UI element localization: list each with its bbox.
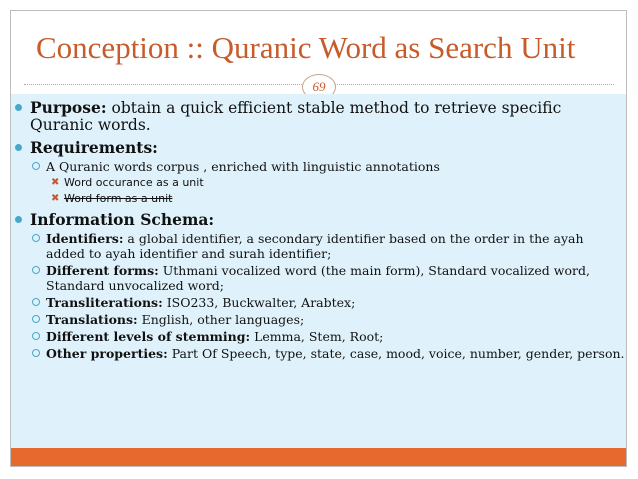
- list-item-requirements: [11, 139, 626, 157]
- schema-item-label: Identifiers:: [46, 231, 124, 246]
- schema-item: [11, 231, 626, 261]
- hollow-circle-icon: [32, 234, 40, 242]
- schema-item-label: Translations:: [46, 312, 138, 327]
- schema-item: [11, 312, 626, 327]
- hollow-circle-icon: [32, 266, 40, 274]
- hollow-circle-icon: [32, 349, 40, 357]
- filled-circle-icon: [15, 216, 22, 223]
- hollow-circle-icon: [32, 298, 40, 306]
- corpus-text: A Quranic words corpus , enriched with linguistic annotations: [46, 159, 440, 174]
- content-panel: [11, 94, 626, 448]
- purpose-label: Purpose:: [30, 98, 107, 117]
- schema-item: [11, 346, 626, 361]
- hollow-circle-icon: [32, 332, 40, 340]
- schema-item-label: Transliterations:: [46, 295, 163, 310]
- hollow-circle-icon: [32, 315, 40, 323]
- list-item-corpus: [11, 159, 626, 174]
- schema-item-text: Lemma, Stem, Root;: [250, 329, 384, 344]
- schema-item-text: Part Of Speech, type, state, case, mood, voice, number, gender, person.: [167, 346, 625, 361]
- bullet-list: [11, 99, 626, 361]
- filled-circle-icon: [15, 144, 22, 151]
- schema-item-text: English, other languages;: [137, 312, 305, 327]
- word-form-text: Word form as a unit: [64, 192, 173, 205]
- schema-item: [11, 295, 626, 310]
- word-occurance-text: Word occurance as a unit: [64, 176, 204, 189]
- schema-item: [11, 263, 626, 293]
- requirements-label: Requirements:: [30, 138, 158, 157]
- filled-circle-icon: [15, 104, 22, 111]
- schema-item-text: ISO233, Buckwalter, Arabtex;: [162, 295, 356, 310]
- schema-item-text: Uthmani vocalized word (the main form), Standard vocalized word, Standard unvocalized word;: [46, 263, 590, 293]
- list-item-word-form: [11, 192, 626, 206]
- schema-label: Information Schema:: [30, 210, 215, 229]
- list-item-purpose: [11, 99, 626, 134]
- schema-item-label: Other properties:: [46, 346, 168, 361]
- list-item-word-occurance: [11, 176, 626, 190]
- schema-item-label: Different forms:: [46, 263, 159, 278]
- schema-item-text: a global identifier, a secondary identifier based on the order in the ayah added to ayah identifier and surah identifier;: [46, 231, 584, 261]
- slide-title: Conception :: Quranic Word as Search Unit: [36, 30, 576, 65]
- page-number-badge: 69: [302, 74, 336, 100]
- schema-item-label: Different levels of stemming:: [46, 329, 251, 344]
- hollow-circle-icon: [32, 162, 40, 170]
- cross-icon: ✖: [51, 177, 60, 188]
- purpose-text: obtain a quick efficient stable method to retrieve specific Quranic words.: [30, 99, 562, 134]
- cross-icon: ✖: [51, 193, 60, 204]
- bottom-accent-bar: [11, 448, 626, 466]
- list-item-schema: [11, 211, 626, 229]
- schema-item: [11, 329, 626, 344]
